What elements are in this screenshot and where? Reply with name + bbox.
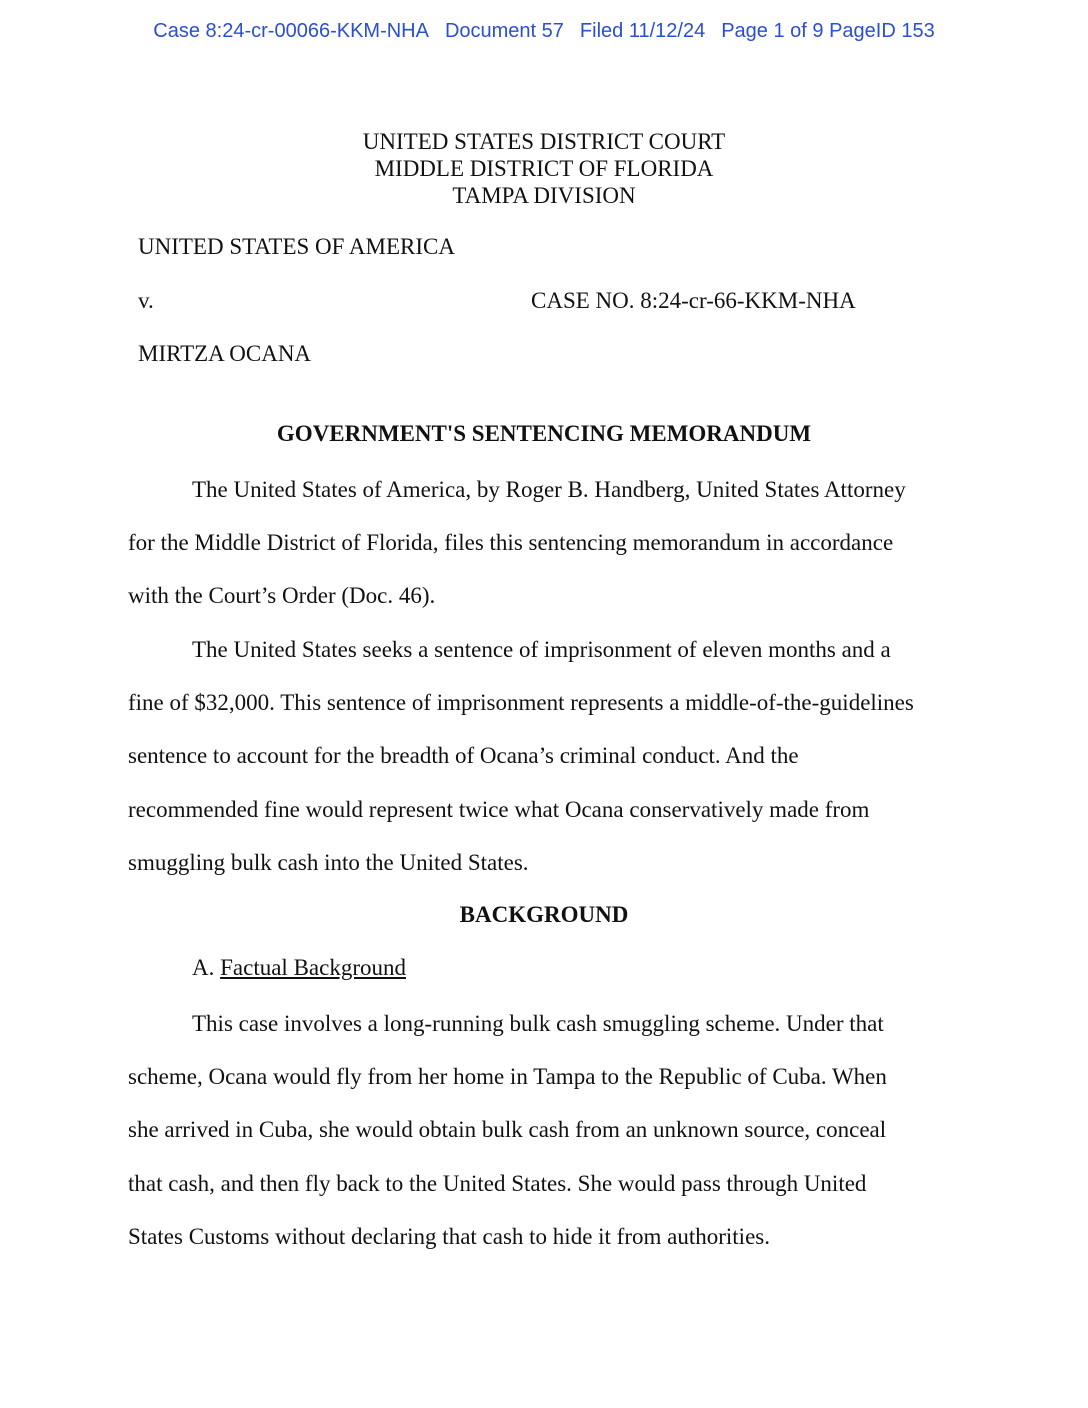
sentence-line: fine of $32,000. This sentence of imprisonment represents a middle-of-the-guidelines — [128, 690, 914, 716]
court-heading — [0, 128, 1088, 209]
facts-line: States Customs without declaring that cash to hide it from authorities. — [128, 1223, 770, 1249]
sentence-line: The United States seeks a sentence of imprisonment of eleven months and a — [192, 637, 891, 662]
document-title: GOVERNMENT'S SENTENCING MEMORANDUM — [276, 421, 812, 446]
facts-line: scheme, Ocana would fly from her home in Tampa to the Republic of Cuba. When — [128, 1064, 887, 1090]
subsection-letter: A. — [192, 955, 215, 980]
sentence-request-paragraph — [128, 623, 958, 889]
court-name: UNITED STATES DISTRICT COURT — [362, 129, 726, 154]
facts-line: she arrived in Cuba, she would obtain bulk cash from an unknown source, conceal — [128, 1117, 887, 1143]
caption-versus: v. — [138, 288, 154, 313]
sentence-line: recommended fine would represent twice what Ocana conservatively made from — [128, 796, 870, 822]
ecf-header-stamp — [0, 20, 1088, 43]
caption-plaintiff: UNITED STATES OF AMERICA — [138, 234, 455, 259]
subsection-heading — [192, 955, 406, 981]
caption-defendant: MIRTZA OCANA — [138, 341, 312, 366]
stamp-case-number: Case 8:24-cr-00066-KKM-NHA — [153, 20, 429, 42]
section-heading-background: BACKGROUND — [459, 902, 629, 927]
sentence-line: sentence to account for the breadth of Ocana’s criminal conduct. And the — [128, 743, 799, 769]
intro-paragraph — [128, 463, 958, 623]
intro-line: for the Middle District of Florida, files this sentencing memorandum in accordance — [128, 530, 894, 556]
stamp-page-id: Page 1 of 9 PageID 153 — [721, 20, 935, 42]
facts-paragraph — [128, 997, 958, 1263]
court-district: MIDDLE DISTRICT OF FLORIDA — [374, 156, 714, 181]
court-division: TAMPA DIVISION — [452, 183, 636, 208]
intro-line: with the Court’s Order (Doc. 46). — [128, 583, 436, 609]
facts-line: This case involves a long-running bulk cash smuggling scheme. Under that — [192, 1011, 884, 1036]
stamp-filed-date: Filed 11/12/24 — [579, 20, 706, 42]
subsection-title: Factual Background — [220, 955, 406, 980]
caption-case-number: CASE NO. 8:24-cr-66-KKM-NHA — [531, 288, 856, 313]
intro-line: The United States of America, by Roger B. Handberg, United States Attorney — [192, 477, 906, 502]
stamp-document-number: Document 57 — [444, 20, 564, 42]
facts-line: that cash, and then fly back to the United States. She would pass through United — [128, 1170, 867, 1196]
sentence-line: smuggling bulk cash into the United States. — [128, 849, 529, 875]
